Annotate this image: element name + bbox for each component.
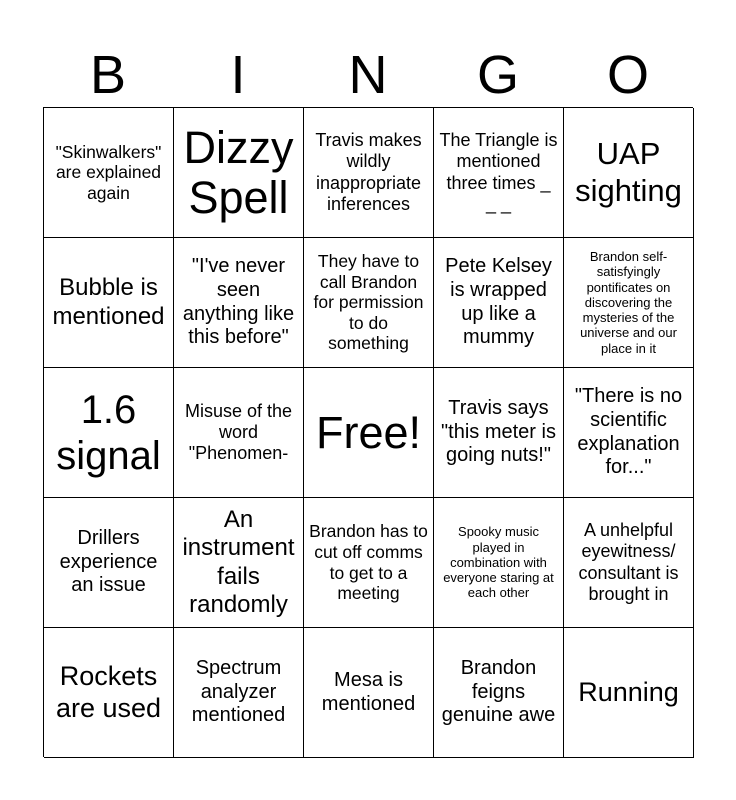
bingo-cell-r2c5[interactable] (564, 238, 694, 368)
cell-text: Mesa is mentioned (321, 668, 416, 715)
bingo-cell-r5c4[interactable] (434, 628, 564, 758)
cell-text: A unhelpful eyewitness/ consultant is brought in (578, 520, 679, 604)
bingo-cell-r4c3[interactable] (304, 498, 434, 628)
bingo-cell-r2c2[interactable] (174, 238, 304, 368)
cell-text: They have to call Brandon for permission to do something (313, 250, 424, 354)
cell-text: Spectrum analyzer mentioned (191, 657, 286, 727)
bingo-cell-r4c1[interactable] (44, 498, 174, 628)
cell-text: Drillers experience an issue (59, 527, 158, 597)
bingo-cell-r2c1[interactable] (44, 238, 174, 368)
cell-text: Travis makes wildly inappropriate inferences (315, 130, 422, 214)
cell-text: 1.6 signal (56, 387, 161, 478)
bingo-cell-r1c1[interactable] (44, 108, 174, 238)
bingo-cell-r4c5[interactable] (564, 498, 694, 628)
cell-text: Misuse of the word "Phenomen- (184, 400, 293, 464)
bingo-cell-r3c3[interactable] (304, 368, 434, 498)
bingo-cell-r5c2[interactable] (174, 628, 304, 758)
free-space: Free! (315, 406, 422, 458)
bingo-cell-r3c1[interactable] (44, 368, 174, 498)
bingo-cell-r5c3[interactable] (304, 628, 434, 758)
header-letter-b: B (89, 45, 127, 105)
cell-text: Dizzy Spell (183, 122, 294, 223)
cell-text: "There is no scientific explanation for..." (574, 385, 683, 479)
bingo-cell-r1c5[interactable] (564, 108, 694, 238)
cell-text: UAP sighting (575, 135, 682, 208)
header-letter-o: O (606, 45, 649, 105)
bingo-cell-r1c4[interactable] (434, 108, 564, 238)
cell-text: Brandon feigns genuine awe (441, 657, 556, 727)
bingo-cell-r3c5[interactable] (564, 368, 694, 498)
bingo-cell-r2c4[interactable] (434, 238, 564, 368)
cell-text: "I've never seen anything like this before" (182, 255, 295, 349)
bingo-cell-r5c5[interactable] (564, 628, 694, 758)
bingo-cell-r5c1[interactable] (44, 628, 174, 758)
bingo-cell-r4c2[interactable] (174, 498, 304, 628)
cell-text: The Triangle is mentioned three times _ _ _ (439, 130, 558, 214)
cell-text: Rockets are used (55, 660, 162, 723)
cell-text: Running (578, 676, 679, 707)
bingo-header (43, 40, 693, 110)
bingo-cell-r1c2[interactable] (174, 108, 304, 238)
bingo-cell-r2c3[interactable] (304, 238, 434, 368)
bingo-grid (43, 107, 693, 757)
bingo-cell-r3c4[interactable] (434, 368, 564, 498)
bingo-cell-r4c4[interactable] (434, 498, 564, 628)
header-letter-n: N (348, 45, 388, 105)
cell-text: "Skinwalkers" are explained again (55, 141, 162, 203)
bingo-cell-r1c3[interactable] (304, 108, 434, 238)
header-letter-i: I (230, 45, 246, 105)
header-letter-g: G (476, 45, 519, 105)
cell-text: Bubble is mentioned (52, 274, 165, 330)
cell-text: Brandon has to cut off comms to get to a meeting (309, 521, 428, 604)
cell-text: Spooky music played in combination with everyone staring at each other (443, 524, 554, 601)
cell-text: An instrument fails randomly (182, 505, 295, 618)
cell-text: Pete Kelsey is wrapped up like a mummy (445, 255, 552, 349)
cell-text: Brandon self-satisfyingly pontificates on discovering the mysteries of the universe and our place in it (580, 248, 677, 356)
cell-text: Travis says "this meter is going nuts!" (441, 397, 556, 467)
bingo-cell-r3c2[interactable] (174, 368, 304, 498)
